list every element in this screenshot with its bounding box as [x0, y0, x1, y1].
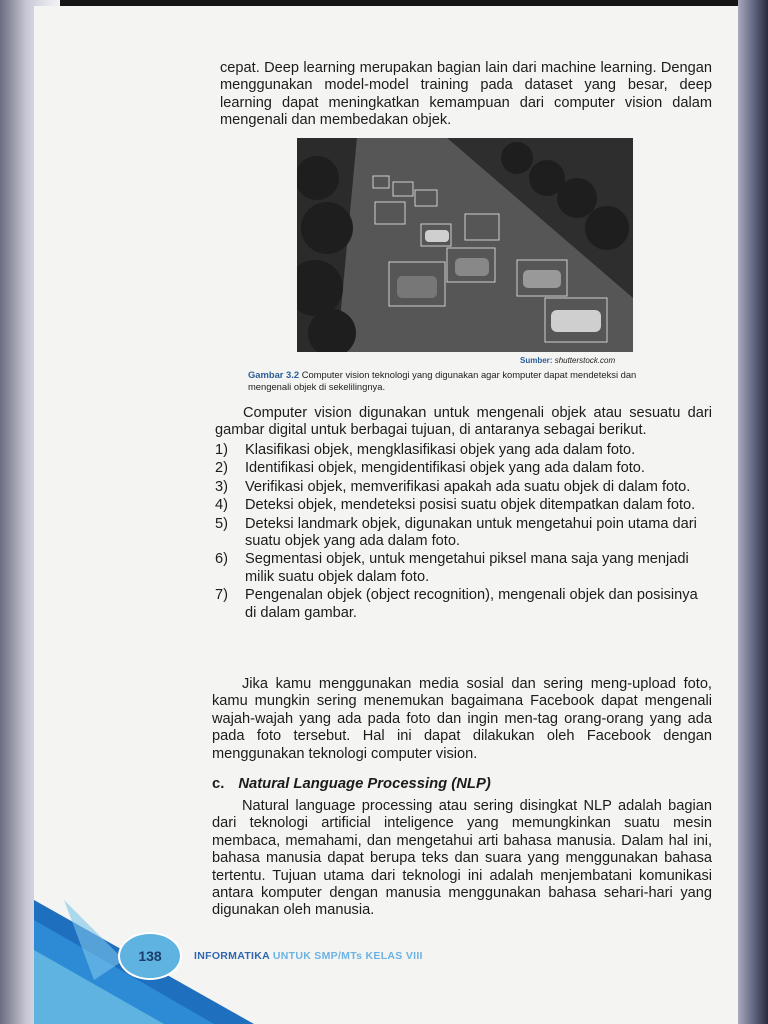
- computer-vision-figure: [297, 138, 633, 352]
- figure-source: Sumber: shutterstock.com: [520, 356, 616, 365]
- intro-paragraph: Computer vision digunakan untuk mengenali objek atau sesuatu dari gambar digital untuk berbagai tujuan, di antaranya sebagai berikut.: [215, 405, 712, 439]
- section-heading: c. Natural Language Processing (NLP): [212, 776, 491, 792]
- list-item: 6) Segmentasi objek, untuk mengetahui piksel mana saja yang menjadi milik suatu objek dalam foto.: [215, 551, 689, 585]
- list-item: 5) Deteksi landmark objek, digunakan untuk mengetahui poin utama dari suatu objek yang ada dalam foto.: [215, 515, 697, 550]
- computer-vision-uses-list: [215, 442, 712, 623]
- top-paragraph: cepat. Deep learning merupakan bagian lain dari machine learning. Dengan menggunakan model-model training pada dataset yang besar, deep learning dapat meningkatkan kemampuan dari computer vision dalam mengenali dan membedakan objek.: [220, 60, 712, 129]
- book-title: INFORMATIKA UNTUK SMP/MTs KELAS VIII: [194, 950, 423, 962]
- list-item: 2) Identifikasi objek, mengidentifikasi objek yang ada dalam foto.: [215, 460, 645, 477]
- list-item: 1) Klasifikasi objek, mengklasifikasi objek yang ada dalam foto.: [215, 442, 636, 458]
- page-number-badge: 138: [118, 932, 182, 980]
- facebook-paragraph: Jika kamu menggunakan media sosial dan sering meng-upload foto, kamu mungkin sering menemukan bagaimana Facebook dapat mengenali wajah-wajah yang ada pada foto dan ingin men-tag orang-orang yang ada pada foto tersebut. Hal ini dapat dilakukan oleh Facebook dengan menggunakan teknologi computer vision.: [212, 676, 712, 762]
- list-item: 4) Deteksi objek, mendeteksi posisi suatu objek ditempatkan dalam foto.: [215, 497, 696, 514]
- book-spine-shadow: [738, 0, 768, 1024]
- nlp-paragraph: Natural language processing atau sering disingkat NLP adalah bagian dari teknologi artificial inteligence yang memungkinkan suatu mesin membaca, memahami, dan mengetahui arti bahasa manusia. Dalam hal ini, bahasa manusia dapat berupa teks dan suara yang menggunakan bahasa tertentu. Tujuan utama dari teknologi ini adalah menjembatani komunikasi antara komputer dengan manusia menggunakan bahasa sehari-hari yang digunakan oleh manusia.: [212, 798, 712, 919]
- figure-caption: Gambar 3.2 Computer vision teknologi yang digunakan agar komputer dapat mendeteksi dan mengenali objek di sekelilingnya.: [248, 369, 637, 392]
- list-item: 3) Verifikasi objek, memverifikasi apakah ada suatu objek di dalam foto.: [215, 478, 691, 495]
- traffic-detection-image: [297, 138, 633, 352]
- list-item: 7) Pengenalan objek (object recognition), mengenali objek dan posisinya di dalam gambar.: [215, 587, 698, 621]
